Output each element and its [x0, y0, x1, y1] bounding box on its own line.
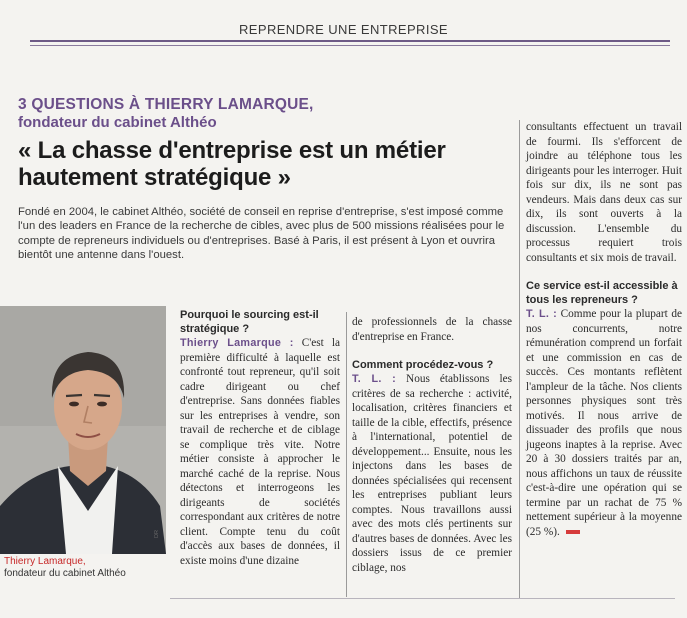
column-divider: [346, 312, 347, 597]
answer-2-speaker: T. L. :: [352, 373, 397, 385]
interview-kicker: 3 QUESTIONS À THIERRY LAMARQUE,: [18, 96, 314, 113]
photo-caption: [4, 556, 126, 580]
photo-credit: DR: [154, 530, 160, 538]
column-divider: [519, 120, 520, 598]
interviewee-role: fondateur du cabinet Althéo: [18, 114, 217, 131]
article-end-mark: [566, 530, 580, 534]
lede-paragraph: Fondé en 2004, le cabinet Althéo, société de conseil en reprise d'entreprise, s'est imposé comme l'un des leaders en France de la recherche de cibles, avec plus de 500 missions réalisées pour le compte de repreneurs individuels ou d'entreprises. Basé à Paris, il est présent à Lyon et ouvrira bientôt une antenne dans l'ouest.: [18, 206, 505, 262]
answer-2: [352, 372, 512, 575]
answer-2-text: Nous établissons les critères de sa recherche : activité, localisation, critères financiers et taille de la cible, effectifs, présence à l'international, potentiel de développement... Ensuite, nous les injectons dans les bases de données spécialisées qui recensent les entreprises publiant leurs comptes. Nous travaillons aussi avec des mots clés pertinents sur d'autres bases de données. Avec les dossiers issus de ce premier ciblage, nos: [352, 373, 512, 574]
text-column-2: [352, 315, 512, 575]
text-column-1: [180, 308, 340, 568]
question-1: Pourquoi le sourcing est-il stratégique ?: [180, 309, 319, 335]
portrait-photo: [0, 306, 166, 554]
answer-1: [180, 336, 340, 568]
answer-1-text: C'est la première difficulté à laquelle est confronté tout repreneur, qu'il soit cadre dirigeant ou chef d'entreprise. Sans données fiables sur les entreprises à vendre, son travail de recherche et de ciblage se complique très vite. Notre métier consiste à approcher le marché caché de la reprise. Nous détectons et interrogeons les dirigeants de sociétés correspondant aux critères de notre client. Compte tenu du coût d'accès aux bases de données, il existe moins d'une dizaine: [180, 337, 340, 567]
answer-1-continued: de professionnels de la chasse d'entreprise en France.: [352, 316, 512, 343]
intro-block: [18, 96, 523, 263]
section-rubric: REPRENDRE UNE ENTREPRISE: [239, 22, 448, 37]
caption-role: fondateur du cabinet Althéo: [4, 568, 126, 579]
answer-3-speaker: T. L. :: [526, 308, 558, 320]
bottom-rule: [170, 598, 675, 599]
answer-1-speaker: Thierry Lamarque :: [180, 337, 294, 349]
portrait-illustration: [0, 306, 166, 554]
header-rule: [30, 40, 670, 46]
headline: « La chasse d'entreprise est un métier hautement stratégique »: [18, 137, 446, 191]
answer-2-continued: consultants effectuent un travail de fourmi. Ils s'efforcent de joindre au téléphone tous les dirigeants pour les interroger. Huit fois sur dix, ils ne sont pas vendeurs. Mais dans deux cas sur dix, ils sont ouverts à la discussion. L'ensemble du processus requiert trois consultants et six mois de travail.: [526, 121, 682, 264]
question-2: Comment procédez-vous ?: [352, 359, 494, 371]
answer-3: [526, 307, 682, 539]
caption-name: Thierry Lamarque,: [4, 556, 86, 567]
question-3: Ce service est-il accessible à tous les repreneurs ?: [526, 280, 678, 306]
answer-3-text: Comme pour la plupart de nos concurrents, notre rémunération comprend un forfait et une commission en cas de succès. Ces montants reflètent l'ampleur de la tâche. Nos clients personnes physiques sont très motivés. Il nous arrive de dissuader des profils que nous jugeons inaptes à la reprise. Avec 20 à 30 dossiers traités par an, nous affichons un taux de réussite c'est-à-dire une opération qui se termine par un rachat de 75 % nettement supérieur à la moyenne (25 %).: [526, 308, 683, 538]
text-column-3: [526, 120, 682, 539]
